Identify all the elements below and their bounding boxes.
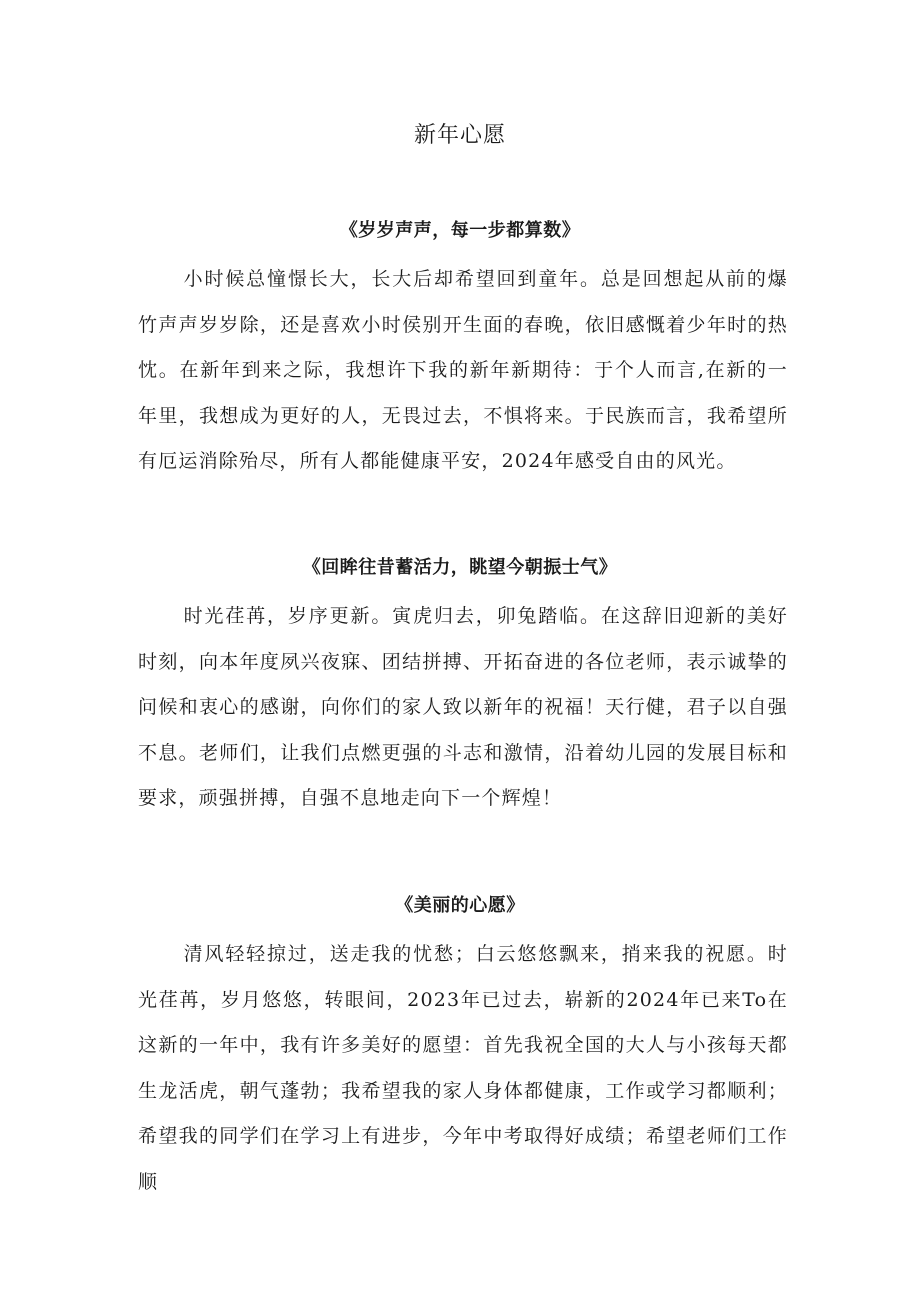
section-body-2: 时光荏苒，岁序更新。寅虎归去，卯兔踏临。在这辞旧迎新的美好时刻，向本年度夙兴夜寐、团结拼搏、开拓奋进的各位老师，表示诚挚的问候和衷心的感谢，向你们的家人致以新年的祝福！天行健，君子以自强不息。老师们，让我们点燃更强的斗志和激情，沿着幼儿园的发展目标和要求，顽强拼搏，自强不息地走向下一个辉煌！ — [138, 605, 788, 809]
section-heading-3: 《美丽的心愿》 — [395, 895, 525, 916]
document-title: 新年心愿 — [413, 123, 506, 148]
section-body-3: 清风轻轻掠过，送走我的忧愁；白云悠悠飘来，捎来我的祝愿。时光荏苒，岁月悠悠，转眼间，2023年已过去，崭新的2024年已来To在这新的一年中，我有许多美好的愿望：首先我祝全国的大人与小孩每天都生龙活虎，朝气蓬勃；我希望我的家人身体都健康，工作或学习都顺利；希望我的同学们在学习上有进步，今年中考取得好成绩；希望老师们工作顺 — [138, 943, 788, 1193]
section-body-1: 小时候总憧憬长大，长大后却希望回到童年。总是回想起从前的爆竹声声岁岁除，还是喜欢小时侯别开生面的春晚，依旧感慨着少年时的热忱。在新年到来之际，我想许下我的新年新期待：于个人而言,在新的一年里，我想成为更好的人，无畏过去，不惧将来。于民族而言，我希望所有厄运消除殆尽，所有人都能健康平安，2024年感受自由的风光。 — [138, 268, 788, 472]
section-heading-1: 《岁岁声声，每一步都算数》 — [339, 220, 581, 241]
section-heading-2: 《回眸往昔蓄活力，眺望今朝振士气》 — [302, 557, 618, 578]
